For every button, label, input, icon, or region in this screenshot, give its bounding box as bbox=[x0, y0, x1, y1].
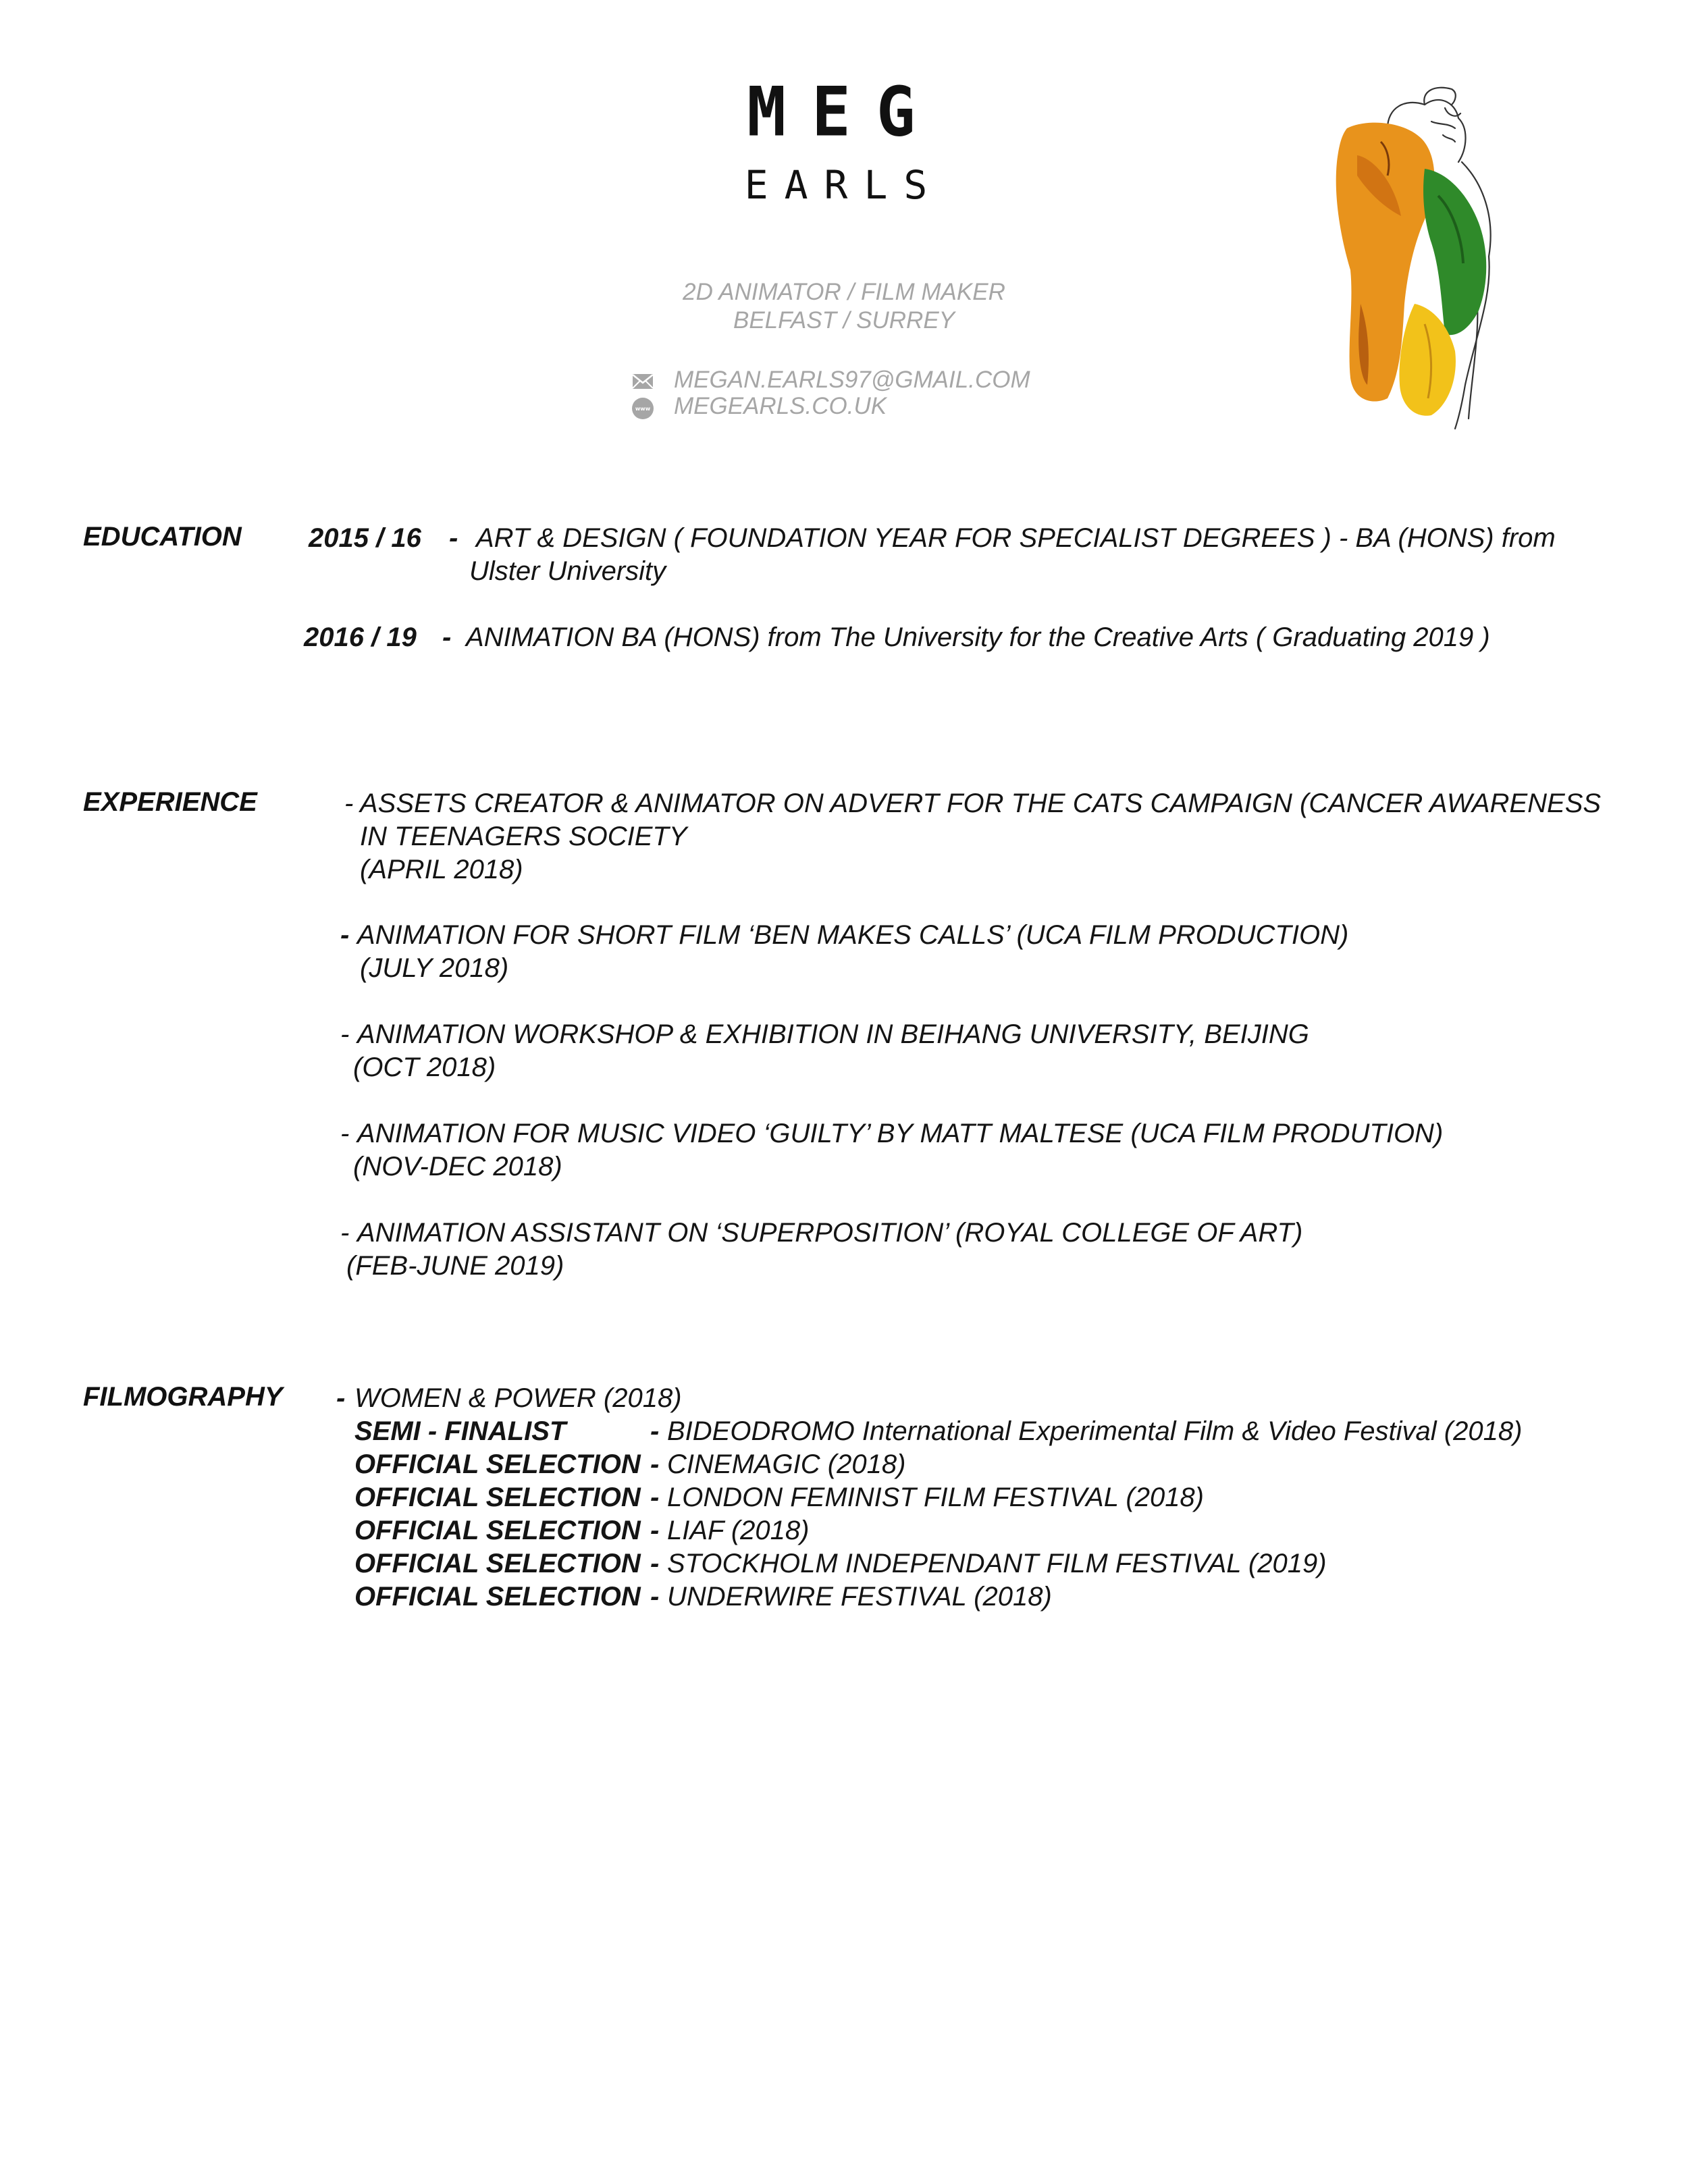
selection-festival: STOCKHOLM INDEPENDANT FILM FESTIVAL (2019) bbox=[667, 1549, 1327, 1578]
selection-festival: LIAF (2018) bbox=[667, 1516, 810, 1545]
envelope-icon bbox=[631, 370, 654, 393]
experience-dash-5: - bbox=[340, 1218, 350, 1248]
education-years-1: 2015 / 16 bbox=[309, 523, 421, 553]
experience-title-1-cont: IN TEENAGERS SOCIETY bbox=[360, 822, 687, 851]
svg-text:www: www bbox=[635, 406, 651, 412]
role-title: 2D ANIMATOR / FILM MAKER bbox=[683, 279, 1005, 305]
experience-date-1: (APRIL 2018) bbox=[360, 855, 523, 884]
experience-title-4: ANIMATION FOR MUSIC VIDEO ‘GUILTY’ BY MATT MALTESE (UCA FILM PRODUTION) bbox=[357, 1119, 1444, 1148]
selection-status: OFFICIAL SELECTION bbox=[354, 1483, 641, 1512]
selection-dash: - bbox=[650, 1549, 660, 1578]
website-link[interactable]: MEGEARLS.CO.UK bbox=[674, 393, 887, 419]
name-last-logo: EARLS bbox=[744, 162, 944, 208]
education-dash-2: - bbox=[442, 622, 452, 652]
film-title: WOMEN & POWER (2018) bbox=[354, 1383, 682, 1413]
film-dash: - bbox=[336, 1383, 346, 1413]
experience-dash-1: - bbox=[344, 789, 354, 818]
selection-status: OFFICIAL SELECTION bbox=[354, 1582, 641, 1612]
education-desc-1-cont: Ulster University bbox=[469, 556, 666, 586]
section-label-filmography: FILMOGRAPHY bbox=[83, 1382, 283, 1412]
selection-dash: - bbox=[650, 1483, 660, 1512]
education-desc-1: ART & DESIGN ( FOUNDATION YEAR FOR SPECIALIST DEGREES ) - BA (HONS) from bbox=[476, 523, 1556, 553]
selection-dash: - bbox=[650, 1416, 660, 1446]
education-years-2: 2016 / 19 bbox=[304, 622, 417, 652]
selection-dash: - bbox=[650, 1516, 660, 1545]
experience-title-2: ANIMATION FOR SHORT FILM ‘BEN MAKES CALLS’ (UCA FILM PRODUCTION) bbox=[357, 920, 1349, 950]
selection-status: SEMI - FINALIST bbox=[354, 1416, 566, 1446]
character-illustration bbox=[1286, 81, 1536, 432]
selection-status: OFFICIAL SELECTION bbox=[354, 1516, 641, 1545]
location-text: BELFAST / SURREY bbox=[733, 307, 955, 334]
selection-dash: - bbox=[650, 1582, 660, 1612]
experience-date-5: (FEB-JUNE 2019) bbox=[346, 1251, 564, 1281]
selection-festival: CINEMAGIC (2018) bbox=[667, 1449, 906, 1479]
section-label-experience: EXPERIENCE bbox=[83, 787, 257, 817]
selection-festival: BIDEODROMO International Experimental Film & Video Festival (2018) bbox=[667, 1416, 1523, 1446]
name-first-logo: MEG bbox=[747, 72, 941, 152]
selection-festival: LONDON FEMINIST FILM FESTIVAL (2018) bbox=[667, 1483, 1204, 1512]
experience-dash-2: - bbox=[340, 920, 350, 950]
www-globe-icon bbox=[631, 397, 654, 420]
education-dash-1: - bbox=[449, 523, 458, 553]
section-label-education: EDUCATION bbox=[83, 522, 242, 552]
experience-title-5: ANIMATION ASSISTANT ON ‘SUPERPOSITION’ (ROYAL COLLEGE OF ART) bbox=[357, 1218, 1303, 1248]
experience-date-2: (JULY 2018) bbox=[360, 953, 509, 983]
experience-dash-3: - bbox=[340, 1019, 350, 1049]
selection-festival: UNDERWIRE FESTIVAL (2018) bbox=[667, 1582, 1052, 1612]
experience-title-1: ASSETS CREATOR & ANIMATOR ON ADVERT FOR THE CATS CAMPAIGN (CANCER AWARENESS bbox=[360, 789, 1602, 818]
education-desc-2: ANIMATION BA (HONS) from The University for the Creative Arts ( Graduating 2019 ) bbox=[466, 622, 1490, 652]
experience-date-4: (NOV-DEC 2018) bbox=[353, 1152, 562, 1181]
selection-status: OFFICIAL SELECTION bbox=[354, 1449, 641, 1479]
email-link[interactable]: MEGAN.EARLS97@GMAIL.COM bbox=[674, 367, 1030, 393]
experience-date-3: (OCT 2018) bbox=[353, 1053, 496, 1082]
selection-status: OFFICIAL SELECTION bbox=[354, 1549, 641, 1578]
selection-dash: - bbox=[650, 1449, 660, 1479]
experience-title-3: ANIMATION WORKSHOP & EXHIBITION IN BEIHANG UNIVERSITY, BEIJING bbox=[357, 1019, 1309, 1049]
experience-dash-4: - bbox=[340, 1119, 350, 1148]
